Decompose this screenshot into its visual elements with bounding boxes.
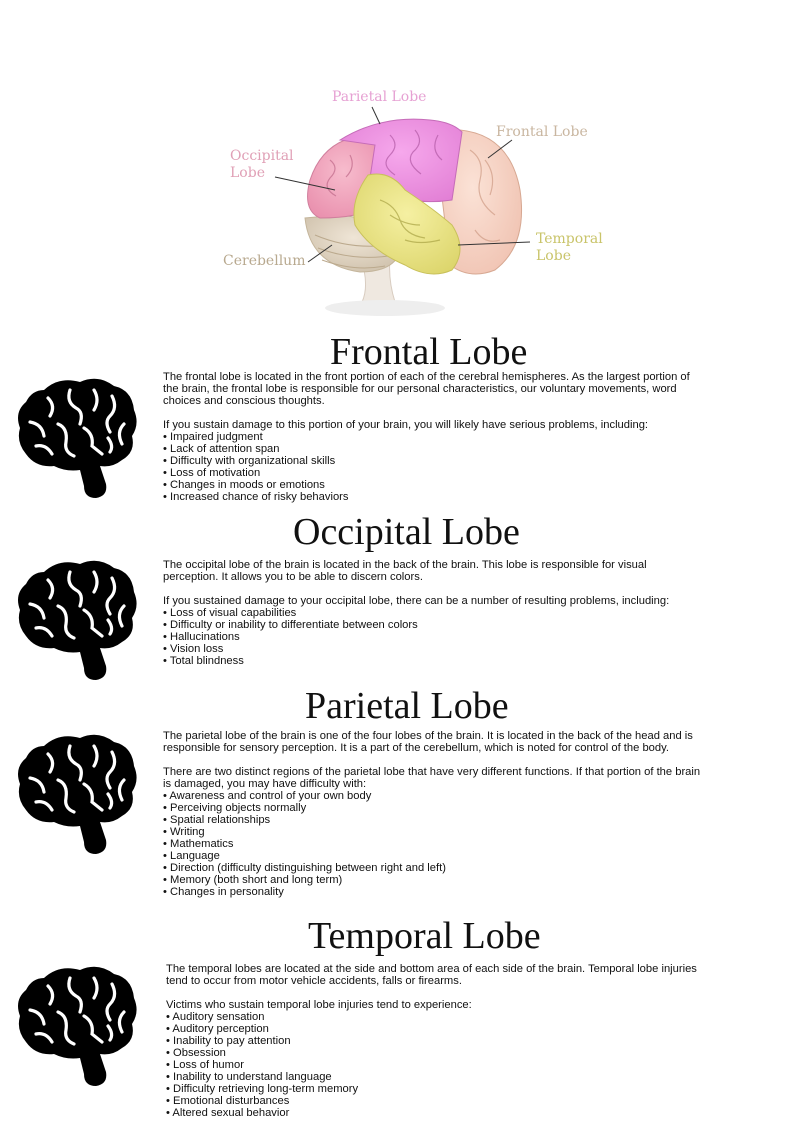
section-intro: The parietal lobe of the brain is one of the four lobes of the brain. It is located in the back of the head and is responsible for sensory perception. It is a part of the cerebellum, which is noted for control of the body. xyxy=(163,730,693,754)
symptom-list xyxy=(163,607,698,667)
brain-illustration xyxy=(190,40,640,330)
brain-silhouette-icon xyxy=(14,728,140,856)
section-title: Occipital Lobe xyxy=(293,511,520,553)
brain-icon xyxy=(14,728,140,856)
list-item: • Loss of humor xyxy=(166,1059,244,1071)
list-item: • Difficulty retrieving long-term memory xyxy=(166,1083,359,1095)
section-title: Frontal Lobe xyxy=(330,331,528,373)
list-item: • Direction (difficulty distinguishing between right and left) xyxy=(163,862,446,874)
list-item: • Lack of attention span xyxy=(163,443,280,455)
section-lead: There are two distinct regions of the parietal lobe that have very different functions. If that portion of the brain is damaged, you may have difficulty with: xyxy=(163,766,701,790)
list-item: • Difficulty with organizational skills xyxy=(163,455,336,467)
section-body xyxy=(163,730,703,898)
section-temporal-lobe xyxy=(0,916,800,1126)
list-item: • Vision loss xyxy=(163,643,224,655)
section-title: Parietal Lobe xyxy=(305,685,509,727)
list-item: • Emotional disturbances xyxy=(166,1095,290,1107)
list-item: • Loss of visual capabilities xyxy=(163,607,297,619)
list-item: • Auditory sensation xyxy=(166,1011,265,1023)
list-item: • Mathematics xyxy=(163,838,234,850)
list-item: • Language xyxy=(163,850,220,862)
section-lead: If you sustain damage to this portion of your brain, you will likely have serious problems, including: xyxy=(163,419,649,431)
section-body xyxy=(163,371,698,503)
section-frontal-lobe xyxy=(0,330,800,510)
section-intro: The frontal lobe is located in the front portion of each of the cerebral hemispheres. As the largest portion of the brain, the frontal lobe is responsible for our personal characteristics, our voluntary movements, word choices and conscious thoughts. xyxy=(163,371,690,407)
list-item: • Spatial relationships xyxy=(163,814,271,826)
section-title: Temporal Lobe xyxy=(308,915,541,957)
list-item: • Inability to understand language xyxy=(166,1071,332,1083)
brain-silhouette-icon xyxy=(14,960,140,1088)
symptom-list xyxy=(163,431,698,503)
brain-silhouette-icon xyxy=(14,372,140,500)
list-item: • Loss of motivation xyxy=(163,467,261,479)
symptom-list xyxy=(166,1011,711,1119)
list-item: • Difficulty or inability to differentiate between colors xyxy=(163,619,418,631)
label-frontal-lobe: Frontal Lobe xyxy=(496,124,588,140)
label-parietal-lobe: Parietal Lobe xyxy=(332,89,427,105)
list-item: • Perceiving objects normally xyxy=(163,802,307,814)
list-item: • Memory (both short and long term) xyxy=(163,874,343,886)
section-body xyxy=(166,963,711,1119)
list-item: • Awareness and control of your own body xyxy=(163,790,372,802)
list-item: • Changes in personality xyxy=(163,886,284,898)
section-intro: The occipital lobe of the brain is located in the back of the brain. This lobe is responsible for visual perception. It allows you to be able to discern colors. xyxy=(163,559,647,583)
section-lead: If you sustained damage to your occipital lobe, there can be a number of resulting problems, including: xyxy=(163,595,670,607)
brain-icon xyxy=(14,960,140,1088)
list-item: • Inability to pay attention xyxy=(166,1035,291,1047)
section-intro: The temporal lobes are located at the side and bottom area of each side of the brain. Temporal lobe injuries tend to occur from motor vehicle accidents, falls or firearms. xyxy=(166,963,697,987)
list-item: • Total blindness xyxy=(163,655,244,667)
list-item: • Increased chance of risky behaviors xyxy=(163,491,349,503)
label-cerebellum: Cerebellum xyxy=(223,253,306,269)
list-item: • Writing xyxy=(163,826,205,838)
symptom-list xyxy=(163,790,703,898)
brain-icon xyxy=(14,372,140,500)
brain-icon xyxy=(14,554,140,682)
brain-silhouette-icon xyxy=(14,554,140,682)
section-body xyxy=(163,559,698,667)
list-item: • Hallucinations xyxy=(163,631,240,643)
brain-lobes-diagram xyxy=(190,40,640,330)
label-temporal-lobe: Temporal Lobe xyxy=(536,231,603,264)
list-item: • Altered sexual behavior xyxy=(166,1107,290,1119)
section-occipital-lobe xyxy=(0,512,800,682)
section-parietal-lobe xyxy=(0,686,800,911)
list-item: • Obsession xyxy=(166,1047,226,1059)
list-item: • Changes in moods or emotions xyxy=(163,479,325,491)
label-occipital-lobe: Occipital Lobe xyxy=(230,148,294,181)
list-item: • Impaired judgment xyxy=(163,431,263,443)
section-lead: Victims who sustain temporal lobe injuries tend to experience: xyxy=(166,999,472,1011)
list-item: • Auditory perception xyxy=(166,1023,269,1035)
